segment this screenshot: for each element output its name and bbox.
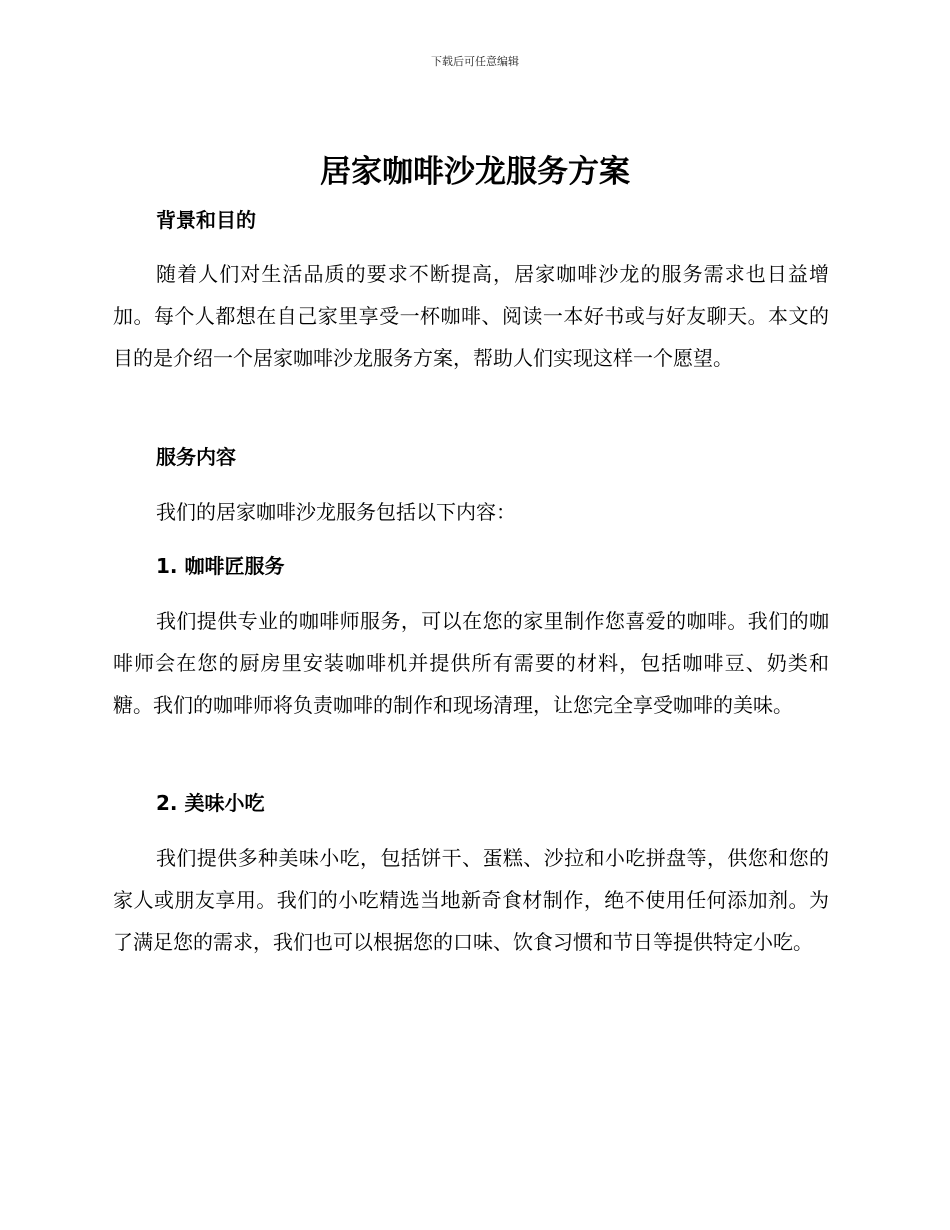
section-heading-service: 服务内容 [156,445,236,469]
section-heading-background: 背景和目的 [156,208,256,232]
document-title: 居家咖啡沙龙服务方案 [320,154,630,190]
paragraph-snacks: 我们提供多种美味小吃，包括饼干、蛋糕、沙拉和小吃拼盘等，供您和您的家人或朋友享用。我们的小吃精选当地新奇食材制作，绝不使用任何添加剂。为了满足您的需求，我们也可以根据您的口味、饮食习惯和节日等提供特定小吃。 [113,846,829,954]
section-heading-barista: 1. 咖啡匠服务 [156,554,285,578]
paragraph-service-intro: 我们的居家咖啡沙龙服务包括以下内容： [156,500,516,524]
header-note: 下载后可任意编辑 [431,55,519,68]
paragraph-barista: 我们提供专业的咖啡师服务，可以在您的家里制作您喜爱的咖啡。我们的咖啡师会在您的厨房里安装咖啡机并提供所有需要的材料，包括咖啡豆、奶类和糖。我们的咖啡师将负责咖啡的制作和现场清理，让您完全享受咖啡的美味。 [113,609,829,717]
section-heading-snacks: 2. 美味小吃 [156,791,265,815]
paragraph-background: 随着人们对生活品质的要求不断提高，居家咖啡沙龙的服务需求也日益增加。每个人都想在自己家里享受一杯咖啡、阅读一本好书或与好友聊天。本文的目的是介绍一个居家咖啡沙龙服务方案，帮助人们实现这样一个愿望。 [113,262,829,370]
